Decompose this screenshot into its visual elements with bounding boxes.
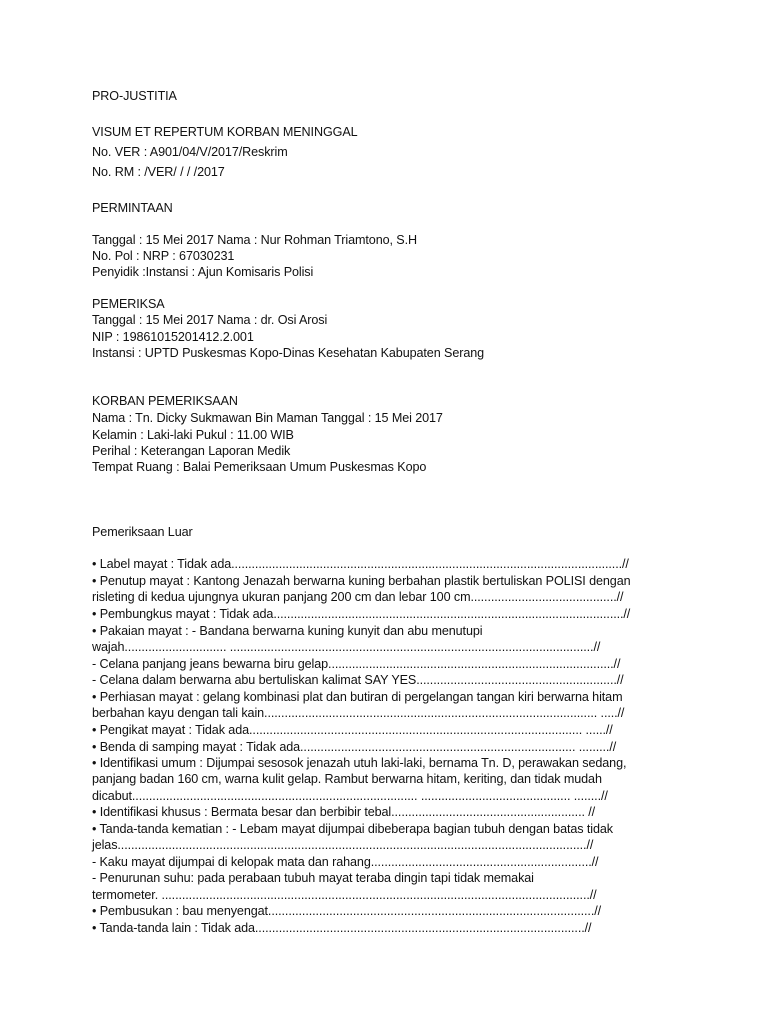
- luar-line: • Pengikat mayat : Tidak ada.................................................................................................. ......//: [92, 723, 613, 737]
- pemeriksa-heading: PEMERIKSA: [92, 297, 165, 311]
- pemeriksa-line: Instansi : UPTD Puskesmas Kopo-Dinas Kesehatan Kabupaten Serang: [92, 346, 485, 360]
- luar-line: • Penutup mayat : Kantong Jenazah berwarna kuning berbahan plastik bertuliskan POLISI dengan: [92, 574, 631, 588]
- document-title: VISUM ET REPERTUM KORBAN MENINGGAL: [92, 125, 358, 139]
- korban-line: Tempat Ruang : Balai Pemeriksaan Umum Puskesmas Kopo: [92, 460, 427, 474]
- permintaan-line: Tanggal : 15 Mei 2017 Nama : Nur Rohman Triamtono, S.H: [92, 233, 417, 247]
- luar-line: berbahan kayu dengan tali kain.................................................................................................. .....//: [92, 706, 625, 720]
- no-rm: No. RM : /VER/ / / /2017: [92, 165, 225, 179]
- header-pro-justitia: PRO-JUSTITIA: [92, 89, 177, 103]
- luar-line: termometer. ..............................................................................................................................//: [92, 888, 597, 902]
- permintaan-line: Penyidik :Instansi : Ajun Komisaris Polisi: [92, 265, 314, 279]
- luar-line: • Label mayat : Tidak ada...................................................................................................................//: [92, 557, 629, 571]
- permintaan-heading: PERMINTAAN: [92, 201, 173, 215]
- korban-line: Kelamin : Laki-laki Pukul : 11.00 WIB: [92, 428, 294, 442]
- luar-line: • Tanda-tanda lain : Tidak ada.................................................................................................//: [92, 921, 592, 935]
- luar-line: - Penurunan suhu: pada perabaan tubuh mayat teraba dingin tapi tidak memakai: [92, 871, 534, 885]
- luar-line: panjang badan 160 cm, warna kulit gelap. Rambut berwarna hitam, keriting, dan tidak mudah: [92, 772, 602, 786]
- luar-line: • Pembungkus mayat : Tidak ada.......................................................................................................//: [92, 607, 631, 621]
- luar-line: wajah.............................. ...........................................................................................................//: [92, 640, 601, 654]
- luar-line: • Perhiasan mayat : gelang kombinasi plat dan butiran di pergelangan tangan kiri berwarna hitam: [92, 690, 623, 704]
- luar-line: • Benda di samping mayat : Tidak ada................................................................................. .........//: [92, 740, 617, 754]
- korban-line: Nama : Tn. Dicky Sukmawan Bin Maman Tanggal : 15 Mei 2017: [92, 411, 443, 425]
- pemeriksa-line: Tanggal : 15 Mei 2017 Nama : dr. Osi Arosi: [92, 313, 328, 327]
- permintaan-line: No. Pol : NRP : 67030231: [92, 249, 235, 263]
- luar-line: dicabut.................................................................................... ............................................ ........//: [92, 789, 608, 803]
- luar-line: • Tanda-tanda kematian : - Lebam mayat dijumpai dibeberapa bagian tubuh dengan batas tidak: [92, 822, 613, 836]
- luar-line: jelas..........................................................................................................................................//: [92, 838, 594, 852]
- luar-line: • Identifikasi umum : Dijumpai sesosok jenazah utuh laki-laki, bernama Tn. D, perawakan sedang,: [92, 756, 627, 770]
- luar-line: - Celana dalam berwarna abu bertuliskan kalimat SAY YES...........................................................//: [92, 673, 624, 687]
- luar-line: • Identifikasi khusus : Bermata besar dan berbibir tebal......................................................... //: [92, 805, 596, 819]
- korban-line: Perihal : Keterangan Laporan Medik: [92, 444, 291, 458]
- no-ver: No. VER : A901/04/V/2017/Reskrim: [92, 145, 288, 159]
- luar-line: • Pakaian mayat : - Bandana berwarna kuning kunyit dan abu menutupi: [92, 624, 483, 638]
- luar-line: - Celana panjang jeans bewarna biru gelap....................................................................................//: [92, 657, 621, 671]
- korban-heading: KORBAN PEMERIKSAAN: [92, 394, 238, 408]
- luar-line: • Pembusukan : bau menyengat................................................................................................//: [92, 904, 602, 918]
- luar-line: - Kaku mayat dijumpai di kelopak mata dan rahang.................................................................//: [92, 855, 599, 869]
- pemeriksaan-luar-heading: Pemeriksaan Luar: [92, 525, 193, 539]
- luar-line: risleting di kedua ujungnya ukuran panjang 200 cm dan lebar 100 cm...........................................//: [92, 590, 624, 604]
- pemeriksa-line: NIP : 19861015201412.2.001: [92, 330, 254, 344]
